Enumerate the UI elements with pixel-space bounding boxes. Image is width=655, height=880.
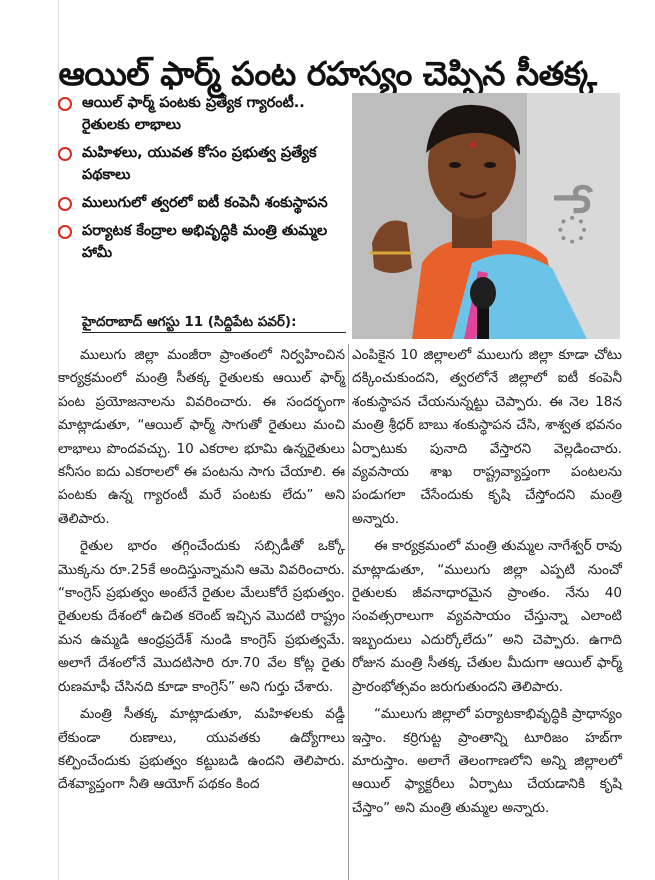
highlight-item [58,220,348,264]
bullet-ring-icon [58,197,72,211]
article-column-left [58,344,345,801]
bullet-ring-icon [58,97,72,111]
article-paragraph: ఎంపికైన 10 జిల్లాలలో ములుగు జిల్లా కూడా చోటు దక్కించుకుందని, త్వరలోనే జిల్లాలో ఐటీ కంపెనీ శంకుస్థాపన చేయనున్నట్టు చెప్పారు. ఈ నెల 18న మంత్రి శ్రీధర్ బాబు శంకుస్థాపన చేసి, శాశ్వత భవనం ఏర్పాటుకు పునాది వేస్తారని వెల్లడించారు. వ్యవసాయ శాఖ రాష్ట్రవ్యాప్తంగా పంటలను పండుగలా చేసేందుకు కృషి చేస్తోందని మంత్రి అన్నారు. [352,347,622,527]
highlight-text: ఆయిల్ ఫార్మ్ పంటకు ప్రత్యేక గ్యారంటీ.. రైతులకు లాభాలు [82,95,305,133]
headline: ఆయిల్ ఫార్మ్ పంట రహస్యం చెప్పిన సీతక్క [58,54,597,94]
article-paragraph: ములుగు జిల్లా మంజీరా ప్రాంతంలో నిర్వహించిన కార్యక్రమంలో మంత్రి సీతక్క రైతులకు ఆయిల్ ఫార్మ్ పంట ప్రయోజనాలను వివరించారు. ఈ సందర్భంగా మాట్లాడుతూ, “ఆయిల్ ఫార్మ్ సాగుతో రైతులు మంచి లాభాలు పొందవచ్చు. 10 ఎకరాల భూమి ఉన్నరైతులు కనీసం ఐదు ఎకరాలలో ఈ పంటను సాగు చేయాలి. ఈ పంటకు ఉన్న గ్యారంటీ మరే పంటకు లేదు” అని తెలిపారు. [58,347,345,527]
dateline: హైదరాబాద్ ఆగస్టు 11 (సిద్దిపేట పవర్): [82,312,346,333]
highlight-text: ములుగులో త్వరలో ఐటీ కంపెనీ శంకుస్థాపన [82,195,328,211]
highlight-item [58,92,348,136]
news-photo [352,93,620,339]
article-paragraph: రైతుల భారం తగ్గించేందుకు సబ్సిడీతో ఒక్కో మొక్కను రూ.25కే అందిస్తున్నామని ఆమె వివరించారు. “కాంగ్రెస్ ప్రభుత్వం అంటేనే రైతుల మేలుకోరే ప్రభుత్వం. రైతులకు దేశంలో ఉచిత కరెంట్ ఇచ్చిన మొదటి రాష్ట్రం మన ఉమ్మడి ఆంధ్రప్రదేశ్ నుండి కాంగ్రెస్ ప్రభుత్వమే. అలాగే దేశంలోనే మొదటిసారి రూ.70 వేల కోట్ల రైతు రుణమాఫీ చేసినది కూడా కాంగ్రెస్” అని గుర్తు చేశారు. [58,538,345,695]
highlight-text: మహిళలు, యువత కోసం ప్రభుత్వ ప్రత్యేక పథకాలు [82,145,317,183]
highlights-list [58,92,348,270]
article-paragraph: మంత్రి సీతక్క మాట్లాడుతూ, మహిళలకు వడ్డీ లేకుండా రుణాలు, యువతకు ఉద్యోగాలు కల్పించేందుకు ప్రభుత్వం కట్టుబడి ఉందని తెలిపారు. దేశవ్యాప్తంగా నీతి ఆయోగ్ పథకం కింద [58,706,345,793]
highlight-item [58,192,348,214]
bullet-ring-icon [58,147,72,161]
svg-text:ే: ే [552,178,593,260]
article-column-right [352,344,622,824]
bullet-ring-icon [58,225,72,239]
highlight-text: పర్యాటక కేంద్రాల అభివృద్ధికి మంత్రి తుమ్మల హామీ [82,223,328,261]
article-paragraph: “ములుగు జిల్లాలో పర్యాటకాభివృద్ధికి ప్రాధాన్యం ఇస్తాం. కర్రిగుట్ట ప్రాంతాన్ని టూరిజం హబ్‌గా మారుస్తాం. అలాగే తెలంగాణలోని అన్ని జిల్లాలలో ఆయిల్ ఫ్యాక్టరీలు ఏర్పాటు చేయడానికి కృషి చేస్తాం” అని మంత్రి తుమ్మల అన్నారు. [352,706,622,816]
column-divider [348,344,349,880]
highlight-item [58,142,348,186]
woman-speaking-illustration [352,93,620,339]
article-paragraph: ఈ కార్యక్రమంలో మంత్రి తుమ్మల నాగేశ్వర్ రావు మాట్లాడుతూ, “ములుగు జిల్లా ఎప్పటి నుంచో రైతులకు జీవనాధారమైన ప్రాంతం. నేను 40 సంవత్సరాలుగా వ్యవసాయం చేస్తున్నా ఎలాంటి ఇబ్బందులు ఎదుర్కోలేదు” అని చెప్పారు. ఉగాది రోజున మంత్రి సీతక్క చేతుల మీదుగా ఆయిల్ ఫార్మ్ ప్రారంభోత్సవం జరుగుతుందని తెలిపారు. [352,538,622,695]
